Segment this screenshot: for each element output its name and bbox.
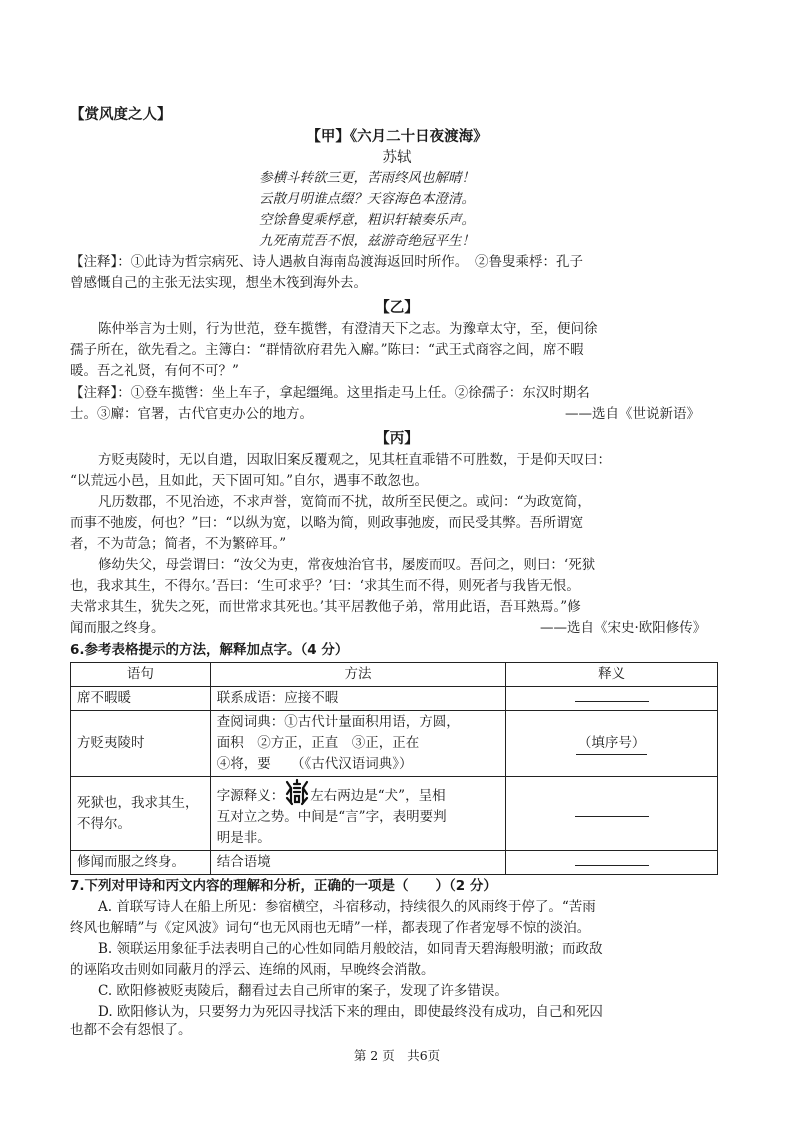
answer-blank[interactable] xyxy=(575,804,649,817)
answer-blank[interactable] xyxy=(575,689,649,702)
seal-script-glyph-icon xyxy=(284,778,310,806)
row3-sentence-line-2: 不得尔。 xyxy=(77,815,131,832)
yi-heading: 【乙】 xyxy=(375,300,419,316)
poem-line-2: 云散月明谁点缀？天容海色本澄清。 xyxy=(259,191,475,207)
q7-option-a-line-1[interactable]: A. 首联写诗人在船上所见：参宿横空，斗宿移动，持续很久的风雨终于停了。“苦雨 xyxy=(98,899,596,915)
yi-text-line-1: 陈仲举言为士则，行为世范，登车揽辔，有澄清天下之志。为豫章太守，至，便问徐 xyxy=(98,321,598,337)
q7-option-c[interactable]: C. 欧阳修被贬夷陵后，翻看过去自己所审的案子，发现了许多错误。 xyxy=(98,983,508,999)
q7-option-b-line-1[interactable]: B. 领联运用象征手法表明自己的心性如同皓月般皎洁，如同青天碧海般明澈；而政敌 xyxy=(98,941,603,957)
answer-blank[interactable] xyxy=(575,853,649,866)
fill-in-number[interactable]: （填序号） xyxy=(576,733,648,755)
yi-text-line-3: 暖。吾之礼贤，有何不可？” xyxy=(70,363,239,379)
row3-method-after-seal: 左右两边是“犬”，呈相 xyxy=(310,788,446,804)
jia-note-line-2: 曾感慨自己的主张无法实现，想坐木筏到海外去。 xyxy=(70,275,367,291)
yi-source: ——选自《世说新语》 xyxy=(565,406,700,422)
row1-method: 联系成语：应接不暇 xyxy=(210,687,506,711)
q7-option-d-line-1[interactable]: D. 欧阳修认为，只要努力为死囚寻找活下来的理由，即使最终没有成功，自己和死囚 xyxy=(98,1004,603,1020)
bing-text-line-1: 方贬夷陵时，无以自遣，因取旧案反覆观之，见其枉直乖错不可胜数，于是仰天叹曰： xyxy=(98,452,611,468)
q7-option-a-line-2[interactable]: 终风也解晴”与《定风波》词句“也无风雨也无晴”一样，都表现了作者宠辱不惊的淡泊。 xyxy=(70,920,591,936)
jia-author: 苏轼 xyxy=(382,150,412,166)
q7-title: 7.下列对甲诗和丙文内容的理解和分析，正确的一项是（ ）（2 分） xyxy=(70,878,497,894)
bing-text-line-4: 而事不弛废，何也？”曰：“以纵为宽，以略为简，则政事弛废，而民受其弊。吾所谓宽 xyxy=(70,515,584,531)
row3-method-cell xyxy=(210,777,506,851)
q7-option-b-line-2[interactable]: 的诬陷攻击则如同蔽月的浮云、连绵的风雨，早晚终会消散。 xyxy=(70,962,435,978)
bing-text-line-2: “以荒远小邑，且如此，天下固可知。”自尔，遇事不敢忽也。 xyxy=(70,473,429,489)
row2-method-line-3: ④将，要 （《古代汉语词典》） xyxy=(216,756,413,772)
row3-method-line-2: 互对立之势。中间是“言”字，表明要判 xyxy=(216,809,447,825)
table-row xyxy=(71,711,718,777)
row2-method-cell xyxy=(210,711,506,777)
page-footer: 第 2 页 共6页 xyxy=(353,1048,441,1063)
q6-title: 6.参考表格提示的方法，解释加点字。（4 分） xyxy=(70,642,349,658)
poem-line-3: 空馀鲁叟乘桴意，粗识轩辕奏乐声。 xyxy=(259,212,475,228)
row2-sentence: 方贬夷陵时 xyxy=(71,711,211,777)
q6-header-sentence: 语句 xyxy=(71,663,211,687)
row3-method-line-1 xyxy=(217,778,500,807)
yi-note-line-1: 【注释】：①登车揽辔：坐上车子，拿起缰绳。这里指走马上任。②徐孺子：东汉时期名 xyxy=(70,385,590,401)
jia-note-line-1: 【注释】：①此诗为哲宗病死、诗人遇赦自海南岛渡海返回时所作。 ②鲁叟乘桴：孔子 xyxy=(70,254,583,270)
q6-table xyxy=(70,662,718,875)
row2-method-line-1: 查阅词典：①古代计量面积用语，方圆， xyxy=(216,714,460,730)
row3-sentence-cell xyxy=(71,777,211,851)
row1-answer-cell xyxy=(506,687,718,711)
table-row xyxy=(71,851,718,875)
bing-text-line-5: 者，不为苛急；简者，不为繁碎耳。” xyxy=(70,536,287,552)
row3-method-line-3: 明是非。 xyxy=(216,830,271,846)
q7-option-d-line-2[interactable]: 也都不会有怨恨了。 xyxy=(70,1022,192,1038)
q6-header-method: 方法 xyxy=(210,663,506,687)
section-title: 【赏风度之人】 xyxy=(70,107,172,123)
yi-note-line-2: 士。③廨：官署，古代官吏办公的地方。 xyxy=(70,406,313,422)
bing-text-line-6: 修幼失父，母尝谓曰：“汝父为吏，常夜烛治官书，屡废而叹。吾问之，则曰：‘死狱 xyxy=(98,557,596,573)
bing-source: ——选自《宋史·欧阳修传》 xyxy=(540,620,707,636)
row4-sentence: 修闻而服之终身。 xyxy=(71,851,211,875)
yi-text-line-2: 孺子所在，欲先看之。主簿白：“群情欲府君先入廨。”陈曰：“武王式商容之闾，席不暇 xyxy=(70,342,584,358)
row1-sentence: 席不暇暖 xyxy=(71,687,211,711)
q6-table-header xyxy=(71,663,718,687)
row4-answer-cell xyxy=(506,851,718,875)
row2-answer-cell xyxy=(506,711,718,777)
row3-sentence-line-1: 死狱也，我求其生， xyxy=(77,794,199,811)
poem-line-4: 九死南荒吾不恨，兹游奇绝冠平生！ xyxy=(259,233,475,249)
row3-answer-cell xyxy=(506,777,718,851)
jia-heading: 【甲】《六月二十日夜渡海》 xyxy=(306,129,488,145)
bing-text-line-7: 也，我求其生，不得尔。’吾曰：‘生可求乎？’曰：‘求其生而不得，则死者与我皆无恨。 xyxy=(70,578,580,594)
q6-header-meaning: 释义 xyxy=(506,663,718,687)
row4-method: 结合语境 xyxy=(210,851,506,875)
row2-method-line-2: 面积 ②方正，正直 ③正，正在 xyxy=(216,735,420,751)
poem-line-1: 参横斗转欲三更，苦雨终风也解晴！ xyxy=(259,170,475,186)
bing-heading: 【丙】 xyxy=(375,431,419,447)
bing-text-line-9: 闻而服之终身。 xyxy=(70,620,165,636)
table-row xyxy=(71,777,718,851)
seal-glyph-svg xyxy=(284,778,310,806)
bing-text-line-8: 夫常求其生，犹失之死，而世常求其死也。’其平居教他子弟，常用此语，吾耳熟焉。”修 xyxy=(70,599,581,615)
bing-text-line-3: 凡历数郡，不见治迹，不求声誉，宽简而不扰，故所至民便之。或问：“为政宽简， xyxy=(98,494,591,510)
table-row xyxy=(71,687,718,711)
row3-method-prefix: 字源释义： xyxy=(216,788,285,804)
